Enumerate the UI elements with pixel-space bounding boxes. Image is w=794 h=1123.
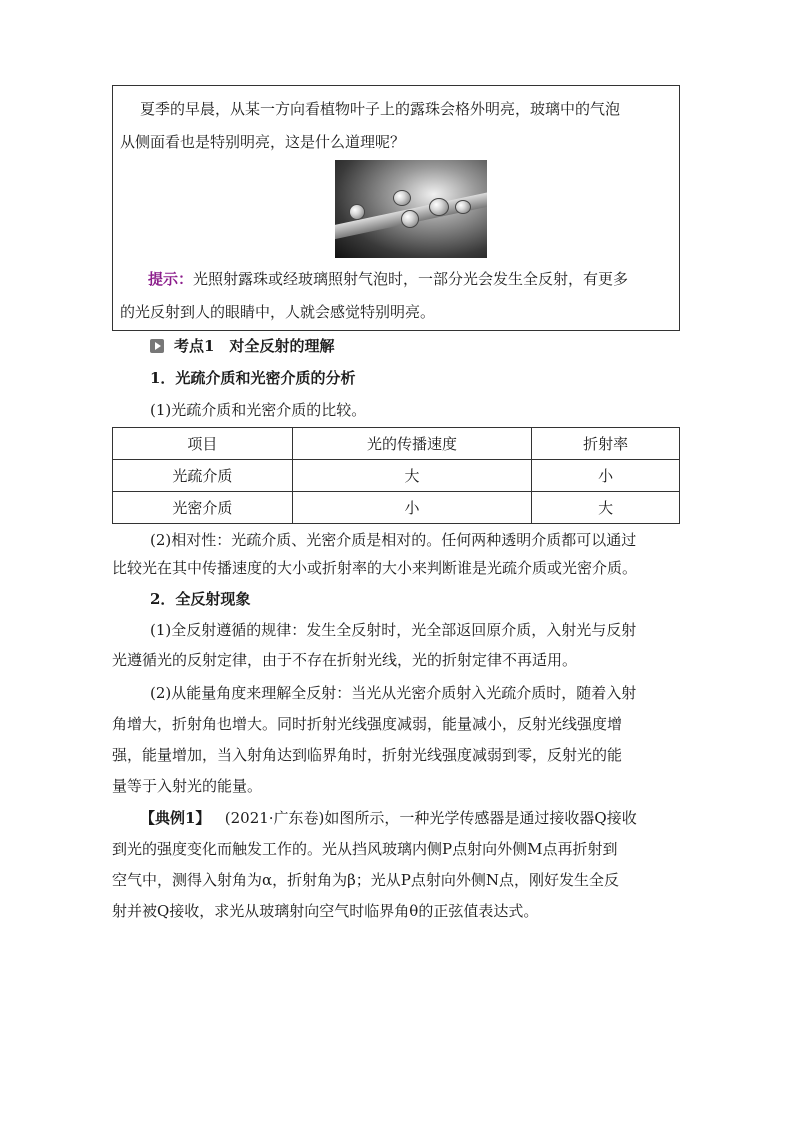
section-2-p1-line-1: (1)全反射遵循的规律：发生全反射时，光全部返回原介质，入射光与反射 bbox=[150, 621, 637, 639]
table-cell: 大 bbox=[292, 460, 532, 492]
section-1-title: 1．光疏介质和光密介质的分析 bbox=[150, 369, 356, 387]
intro-line-2: 从侧面看也是特别明亮，这是什么道理呢？ bbox=[120, 133, 406, 151]
table-cell: 光密介质 bbox=[113, 492, 293, 524]
example-text-1: (2021·广东卷)如图所示，一种光学传感器是通过接收器Q接收 bbox=[224, 809, 637, 827]
hint-label: 提示： bbox=[148, 270, 194, 288]
table-header-row bbox=[113, 428, 680, 460]
dewdrop bbox=[429, 198, 449, 216]
table-header-cell: 光的传播速度 bbox=[292, 428, 532, 460]
example-line-3: 空气中，测得入射角为α，折射角为β；光从P点射向外侧N点，刚好发生全反 bbox=[112, 871, 620, 889]
table-cell: 大 bbox=[532, 492, 680, 524]
kaodian-title: 考点1 对全反射的理解 bbox=[174, 337, 335, 355]
section-2-p2-line-4: 量等于入射光的能量。 bbox=[112, 777, 263, 795]
section-2-title: 2．全反射现象 bbox=[150, 590, 251, 608]
example-line-4: 射并被Q接收，求光从玻璃射向空气时临界角θ的正弦值表达式。 bbox=[112, 902, 539, 920]
hint-line-2: 的光反射到人的眼睛中，人就会感觉特别明亮。 bbox=[120, 303, 436, 321]
dewdrop bbox=[401, 210, 419, 228]
dewdrop-photo bbox=[335, 160, 487, 258]
section-2-p1-line-2: 光遵循光的反射定律，由于不存在折射光线，光的折射定律不再适用。 bbox=[112, 651, 578, 669]
table-cell: 光疏介质 bbox=[113, 460, 293, 492]
dewdrop bbox=[349, 204, 365, 220]
table-row bbox=[113, 460, 680, 492]
dewdrop bbox=[393, 190, 411, 206]
section-1-sub2-line-2: 比较光在其中传播速度的大小或折射率的大小来判断谁是光疏介质或光密介质。 bbox=[112, 559, 638, 577]
section-2-p2-line-1: (2)从能量角度来理解全反射：当光从光密介质射入光疏介质时，随着入射 bbox=[150, 684, 637, 702]
example-label: 【典例1】 bbox=[140, 809, 211, 827]
table-cell: 小 bbox=[292, 492, 532, 524]
dewdrop bbox=[455, 200, 471, 214]
section-2-p2-line-3: 强，能量增加，当入射角达到临界角时，折射光线强度减弱到零，反射光的能 bbox=[112, 746, 623, 764]
section-2-p2-line-2: 角增大，折射角也增大。同时折射光线强度减弱，能量减小，反射光线强度增 bbox=[112, 715, 623, 733]
intro-line-1: 夏季的早晨，从某一方向看植物叶子上的露珠会格外明亮，玻璃中的气泡 bbox=[140, 100, 621, 118]
play-triangle-icon bbox=[150, 339, 164, 353]
example-line-2: 到光的强度变化而触发工作的。光从挡风玻璃内侧P点射向外侧M点再折射到 bbox=[112, 840, 618, 858]
section-1-sub2-line-1: (2)相对性：光疏介质、光密介质是相对的。任何两种透明介质都可以通过 bbox=[150, 531, 637, 549]
table-header-cell: 折射率 bbox=[532, 428, 680, 460]
section-1-sub1: (1)光疏介质和光密介质的比较。 bbox=[150, 401, 367, 419]
hint-text-1: 光照射露珠或经玻璃照射气泡时，一部分光会发生全反射，有更多 bbox=[193, 270, 629, 288]
hint-line-1 bbox=[148, 269, 628, 289]
table-header-cell: 项目 bbox=[113, 428, 293, 460]
table-row bbox=[113, 492, 680, 524]
table-cell: 小 bbox=[532, 460, 680, 492]
comparison-table bbox=[112, 427, 680, 524]
example-line-1 bbox=[140, 808, 637, 828]
